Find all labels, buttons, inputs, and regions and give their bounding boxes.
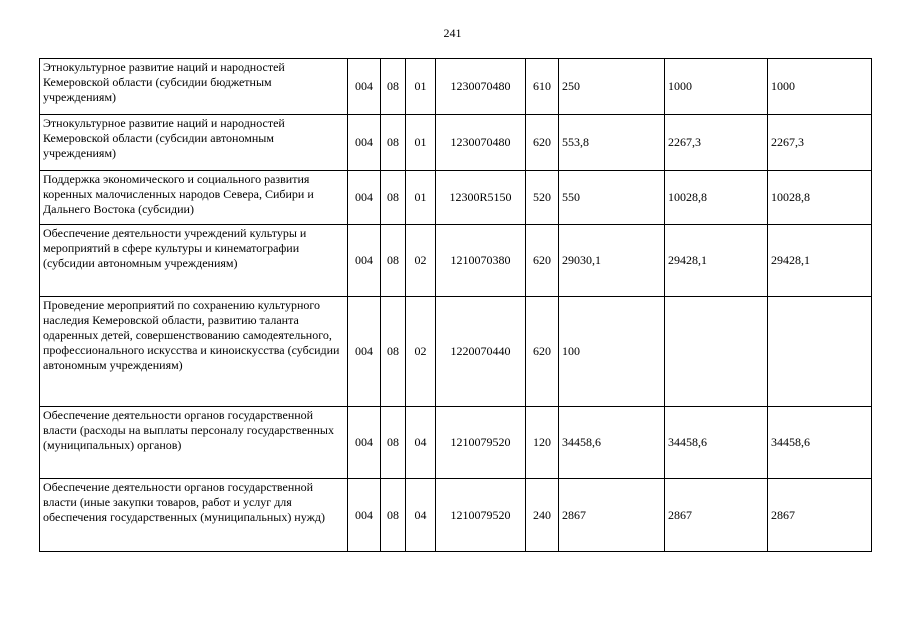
expense-type-code: 620 <box>526 115 559 171</box>
dept-code: 004 <box>348 115 381 171</box>
expense-name: Поддержка экономического и социального развития коренных малочисленных народов Севера, Сибири и Дальнего Востока (субсидии) <box>40 171 348 225</box>
target-article-code: 1230070480 <box>436 59 526 115</box>
section-code: 08 <box>381 297 406 407</box>
page-number: 241 <box>443 26 462 40</box>
amount-year-2: 2267,3 <box>665 115 768 171</box>
table-row <box>40 479 872 552</box>
subsection-code: 01 <box>406 171 436 225</box>
amount-year-1: 100 <box>559 297 665 407</box>
target-article-code: 1210070380 <box>436 225 526 297</box>
amount-year-2: 29428,1 <box>665 225 768 297</box>
amount-year-3: 10028,8 <box>768 171 872 225</box>
expense-type-code: 620 <box>526 225 559 297</box>
amount-year-3: 2267,3 <box>768 115 872 171</box>
dept-code: 004 <box>348 297 381 407</box>
expense-type-code: 620 <box>526 297 559 407</box>
table-row <box>40 59 872 115</box>
expense-type-code: 610 <box>526 59 559 115</box>
amount-year-2: 34458,6 <box>665 407 768 479</box>
amount-year-3: 1000 <box>768 59 872 115</box>
expense-type-code: 120 <box>526 407 559 479</box>
amount-year-2: 1000 <box>665 59 768 115</box>
table-row <box>40 115 872 171</box>
expense-name: Обеспечение деятельности органов государственной власти (иные закупки товаров, работ и услуг для обеспечения государственных (муниципальных) нужд) <box>40 479 348 552</box>
dept-code: 004 <box>348 225 381 297</box>
amount-year-1: 2867 <box>559 479 665 552</box>
target-article-code: 1210079520 <box>436 479 526 552</box>
section-code: 08 <box>381 479 406 552</box>
amount-year-3: 29428,1 <box>768 225 872 297</box>
table-row <box>40 407 872 479</box>
target-article-code: 1220070440 <box>436 297 526 407</box>
section-code: 08 <box>381 407 406 479</box>
target-article-code: 1210079520 <box>436 407 526 479</box>
amount-year-1: 250 <box>559 59 665 115</box>
target-article-code: 1230070480 <box>436 115 526 171</box>
amount-year-3 <box>768 297 872 407</box>
dept-code: 004 <box>348 59 381 115</box>
section-code: 08 <box>381 59 406 115</box>
amount-year-1: 550 <box>559 171 665 225</box>
amount-year-1: 34458,6 <box>559 407 665 479</box>
amount-year-3: 34458,6 <box>768 407 872 479</box>
subsection-code: 02 <box>406 297 436 407</box>
dept-code: 004 <box>348 479 381 552</box>
amount-year-2 <box>665 297 768 407</box>
expense-name: Обеспечение деятельности органов государственной власти (расходы на выплаты персоналу государственных (муниципальных) органов) <box>40 407 348 479</box>
subsection-code: 01 <box>406 115 436 171</box>
expense-name: Этнокультурное развитие наций и народностей Кемеровской области (субсидии бюджетным учреждениям) <box>40 59 348 115</box>
expense-type-code: 520 <box>526 171 559 225</box>
expense-name: Проведение мероприятий по сохранению культурного наследия Кемеровской области, развитию таланта одаренных детей, совершенствованию самодеятельного, профессионального искусства и киноискусства (субсидии автономным учреждениям) <box>40 297 348 407</box>
amount-year-1: 553,8 <box>559 115 665 171</box>
amount-year-1: 29030,1 <box>559 225 665 297</box>
dept-code: 004 <box>348 171 381 225</box>
section-code: 08 <box>381 225 406 297</box>
amount-year-2: 2867 <box>665 479 768 552</box>
subsection-code: 01 <box>406 59 436 115</box>
subsection-code: 04 <box>406 407 436 479</box>
expense-type-code: 240 <box>526 479 559 552</box>
subsection-code: 04 <box>406 479 436 552</box>
expense-name: Этнокультурное развитие наций и народностей Кемеровской области (субсидии автономным учреждениям) <box>40 115 348 171</box>
table-row <box>40 171 872 225</box>
amount-year-3: 2867 <box>768 479 872 552</box>
budget-table <box>39 58 872 552</box>
amount-year-2: 10028,8 <box>665 171 768 225</box>
table-row <box>40 297 872 407</box>
table-row <box>40 225 872 297</box>
section-code: 08 <box>381 115 406 171</box>
target-article-code: 12300R5150 <box>436 171 526 225</box>
subsection-code: 02 <box>406 225 436 297</box>
expense-name: Обеспечение деятельности учреждений культуры и мероприятий в сфере культуры и кинематографии (субсидии автономным учреждениям) <box>40 225 348 297</box>
dept-code: 004 <box>348 407 381 479</box>
section-code: 08 <box>381 171 406 225</box>
